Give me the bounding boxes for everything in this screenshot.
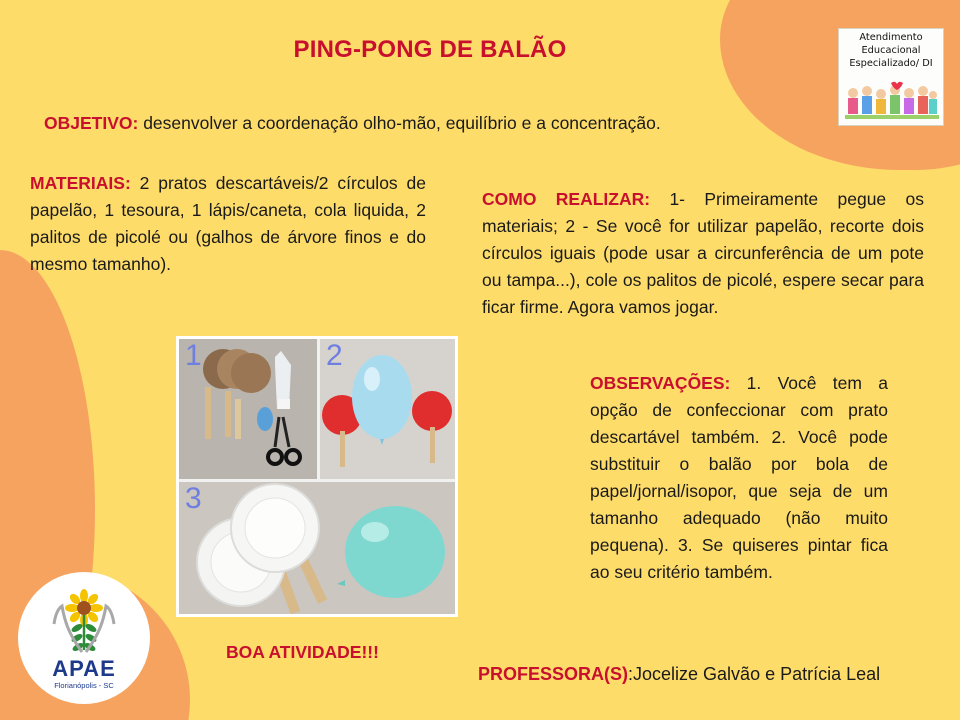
page-title: PING-PONG DE BALÃO: [293, 36, 567, 63]
objetivo-label: OBJETIVO:: [44, 113, 139, 133]
como-realizar-text: 1- Primeiramente pegue os materiais; 2 - Se você for utilizar papelão, recorte dois círculos iguais (pode usar a circunferência de um pote ou tampa...), cole os palitos de picolé, espere secar para ficar firme. Agora vamos jogar.: [482, 189, 924, 317]
observacoes-section: [590, 370, 888, 586]
aee-logo-line3: Especializado/ DI: [849, 58, 933, 69]
closing-message: BOA ATIVIDADE!!!: [226, 642, 379, 662]
materials-photo-collage: [176, 336, 458, 617]
materiais-section: [30, 170, 426, 278]
objetivo-section: [44, 110, 788, 137]
aee-logo-line2: Educacional: [861, 45, 921, 56]
step-number-3: 3: [185, 482, 202, 515]
apae-logo: [18, 572, 150, 704]
step-number-1: 1: [185, 339, 202, 372]
observacoes-text: 1. Você tem a opção de confeccionar com prato descartável também. 2. Você pode substituir o balão por bola de papel/jornal/isopor, que seja de um tamanho adequado (não muito pequena). 3. Se quiseres pintar fica ao seu critério também.: [590, 373, 888, 582]
photo-step-3: [179, 482, 455, 614]
aee-logo: [838, 28, 944, 126]
aee-logo-line1: Atendimento: [859, 32, 923, 43]
apae-city: Florianópolis - SC: [54, 681, 114, 690]
photo-step-2: [320, 339, 455, 479]
materiais-label: MATERIAIS:: [30, 173, 131, 193]
professora-credit: [478, 664, 880, 685]
objetivo-text: desenvolver a coordenação olho-mão, equilíbrio e a concentração.: [143, 113, 661, 133]
children-illustration-icon: [845, 81, 939, 125]
step-number-2: 2: [326, 339, 343, 372]
apae-name: APAE: [52, 656, 116, 681]
professora-names: :Jocelize Galvão e Patrícia Leal: [628, 664, 881, 684]
como-realizar-label: COMO REALIZAR:: [482, 189, 651, 209]
observacoes-label: OBSERVAÇÕES:: [590, 373, 731, 393]
professora-label: PROFESSORA(S): [478, 664, 629, 684]
plate-paddles-image: [179, 482, 455, 614]
apae-flower-hands-icon: [48, 584, 120, 656]
photo-step-1: [179, 339, 317, 479]
materiais-text: 2 pratos descartáveis/2 círculos de papelão, 1 tesoura, 1 lápis/caneta, cola liquida, 2 palitos de picolé ou (galhos de árvore finos e do mesmo tamanho).: [30, 173, 426, 274]
como-realizar-section: [482, 186, 924, 321]
